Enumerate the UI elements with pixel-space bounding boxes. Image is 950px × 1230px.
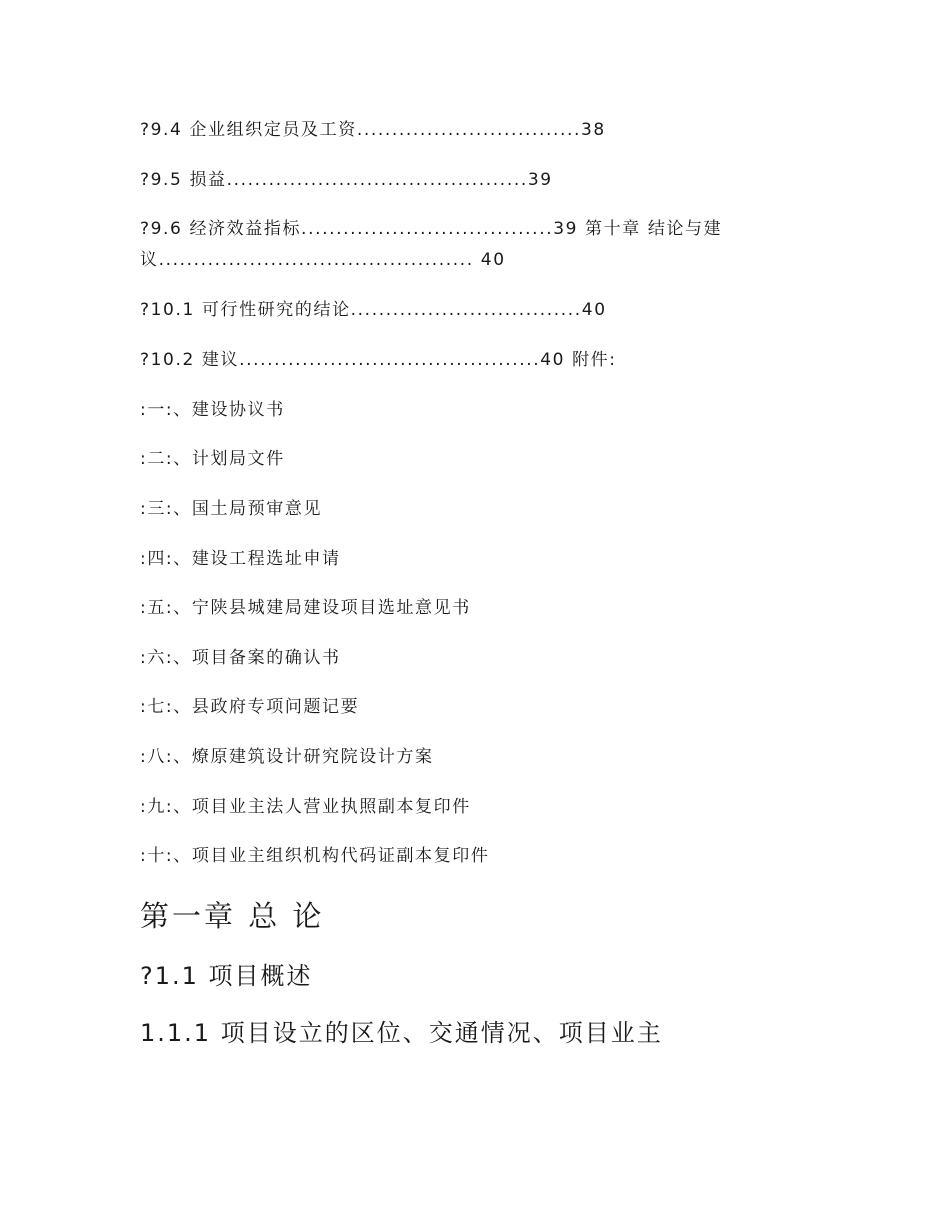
section-heading: ?1.1 项目概述 (140, 962, 313, 990)
attachment-item: :九:、项目业主法人营业执照副本复印件 (140, 797, 471, 817)
attachment-item: :二:、计划局文件 (140, 449, 285, 469)
attachment-item: :八:、燎原建筑设计研究院设计方案 (140, 747, 434, 767)
attachment-item: :五:、宁陕县城建局建设项目选址意见书 (140, 598, 471, 618)
attachment-item: :六:、项目备案的确认书 (140, 648, 341, 668)
attachment-item: :七:、县政府专项问题记要 (140, 697, 360, 717)
toc-entry: ?9.4 企业组织定员及工资................................38 (140, 120, 606, 140)
toc-entry: ?9.6 经济效益指标....................................39 第十章 结论与建议............................................. 40 (140, 219, 723, 270)
toc-entry: ?10.1 可行性研究的结论.................................40 (140, 300, 607, 320)
attachment-item: :十:、项目业主组织机构代码证副本复印件 (140, 846, 490, 866)
chapter-title: 第一章 总 论 (140, 899, 325, 933)
attachment-item: :一:、建设协议书 (140, 400, 285, 420)
attachment-item: :四:、建设工程选址申请 (140, 549, 341, 569)
toc-entry: ?10.2 建议...........................................40 附件: (140, 350, 617, 370)
subsection-heading: 1.1.1 项目设立的区位、交通情况、项目业主 (140, 1019, 663, 1047)
attachment-item: :三:、国土局预审意见 (140, 499, 323, 519)
toc-entry: ?9.5 损益...........................................39 (140, 170, 553, 190)
